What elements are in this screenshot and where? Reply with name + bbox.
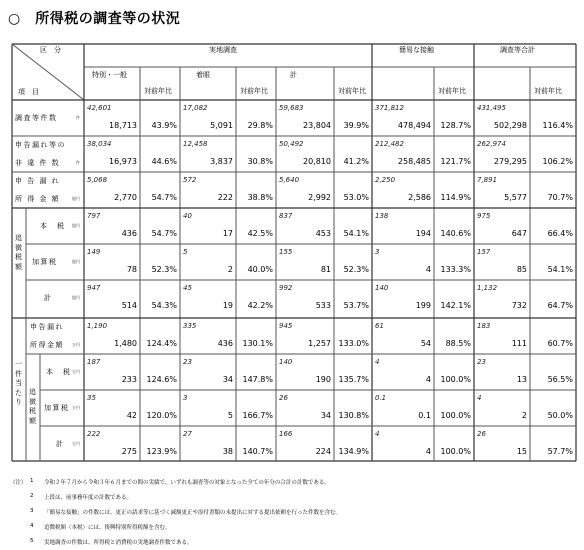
header-taizen: 対前年比 bbox=[534, 87, 562, 95]
cell-yoy-ratio: 142.1% bbox=[440, 301, 471, 310]
cell-prev-year: 572 bbox=[183, 176, 197, 184]
cell-current-value: 2 bbox=[227, 265, 233, 274]
cell-current-value: 533 bbox=[315, 301, 331, 310]
side-label-ikken: 一件当たり bbox=[15, 360, 22, 406]
cell-prev-year: 7,891 bbox=[477, 176, 498, 184]
row-label: 計 bbox=[56, 440, 65, 448]
cell-prev-year: 3 bbox=[375, 248, 380, 256]
header-taizen: 対前年比 bbox=[240, 87, 268, 95]
cell-prev-year: 947 bbox=[87, 284, 101, 292]
cell-yoy-ratio: 40.0% bbox=[247, 265, 273, 274]
cell-prev-year: 4 bbox=[477, 394, 482, 402]
header-koumoku: 項 目 bbox=[18, 88, 39, 96]
cell-current-value: 38 bbox=[222, 447, 233, 456]
cell-prev-year: 42,601 bbox=[87, 104, 112, 112]
cell-yoy-ratio: 100.0% bbox=[440, 447, 471, 456]
cell-prev-year: 183 bbox=[477, 322, 491, 330]
row-unit: 億円 bbox=[72, 295, 80, 300]
cell-prev-year: 431,495 bbox=[477, 104, 506, 112]
row-unit: 万円 bbox=[72, 405, 80, 410]
cell-current-value: 5,091 bbox=[210, 121, 233, 130]
cell-yoy-ratio: 54.7% bbox=[151, 229, 177, 238]
header-kan-i: 簡易な接触 bbox=[399, 46, 434, 54]
cell-current-value: 111 bbox=[511, 339, 527, 348]
cell-current-value: 2,586 bbox=[408, 193, 431, 202]
row-unit: 億円 bbox=[72, 259, 80, 264]
note-text: 令和２年７月から令和３年６月までの間の実績で、いずれも調査等の対象となった全ての年分の合計の計数である。 bbox=[44, 480, 330, 486]
row-label: 本 税 bbox=[40, 222, 66, 230]
cell-current-value: 20,810 bbox=[303, 157, 331, 166]
cell-yoy-ratio: 41.2% bbox=[343, 157, 369, 166]
cell-prev-year: 0.1 bbox=[375, 394, 387, 402]
note-text: 実地調査の件数は、所得税と消費税の実地調査件数である。 bbox=[44, 540, 193, 546]
cell-prev-year: 59,683 bbox=[279, 104, 304, 112]
cell-yoy-ratio: 130.1% bbox=[242, 339, 273, 348]
cell-current-value: 13 bbox=[516, 375, 527, 384]
cell-prev-year: 45 bbox=[183, 284, 192, 292]
cell-yoy-ratio: 42.2% bbox=[247, 301, 273, 310]
cell-prev-year: 61 bbox=[375, 322, 384, 330]
row-unit: 億円 bbox=[72, 196, 80, 201]
cell-current-value: 514 bbox=[121, 301, 137, 310]
cell-prev-year: 975 bbox=[477, 212, 491, 220]
cell-yoy-ratio: 29.8% bbox=[247, 121, 273, 130]
note-number: 1 bbox=[30, 478, 34, 484]
cell-yoy-ratio: 124.4% bbox=[146, 339, 177, 348]
header-jitchi: 実地調査 bbox=[209, 46, 237, 54]
note-number: 4 bbox=[30, 523, 34, 529]
cell-current-value: 3,837 bbox=[210, 157, 233, 166]
cell-current-value: 42 bbox=[126, 411, 137, 420]
cell-prev-year: 138 bbox=[375, 212, 389, 220]
cell-prev-year: 26 bbox=[279, 394, 288, 402]
cell-current-value: 647 bbox=[511, 229, 527, 238]
cell-yoy-ratio: 52.3% bbox=[343, 265, 369, 274]
row-unit: 件 bbox=[76, 160, 80, 165]
cell-yoy-ratio: 53.7% bbox=[343, 301, 369, 310]
cell-yoy-ratio: 56.5% bbox=[547, 375, 573, 384]
row-unit: 件 bbox=[76, 115, 80, 120]
cell-yoy-ratio: 54.3% bbox=[151, 301, 177, 310]
header-goukei: 調査等合計 bbox=[500, 46, 535, 54]
cell-current-value: 85 bbox=[516, 265, 527, 274]
cell-prev-year: 12,458 bbox=[183, 140, 208, 148]
row-label: 所得金額 bbox=[30, 341, 64, 349]
cell-current-value: 0.1 bbox=[418, 411, 431, 420]
cell-prev-year: 2,250 bbox=[375, 176, 396, 184]
cell-prev-year: 23 bbox=[183, 358, 192, 366]
row-label: 加算税 bbox=[44, 404, 70, 412]
row-label: 申 告 漏 れ bbox=[15, 177, 61, 185]
cell-current-value: 23,804 bbox=[303, 121, 331, 130]
cell-current-value: 222 bbox=[217, 193, 233, 202]
cell-current-value: 224 bbox=[315, 447, 331, 456]
cell-prev-year: 140 bbox=[375, 284, 389, 292]
cell-current-value: 4 bbox=[425, 447, 431, 456]
row-label: 申告漏れ bbox=[30, 323, 64, 331]
cell-prev-year: 212,482 bbox=[375, 140, 404, 148]
cell-current-value: 16,973 bbox=[109, 157, 137, 166]
header-tokubetsu: 特別・一般 bbox=[92, 71, 127, 79]
row-label: 本 税 bbox=[46, 368, 72, 376]
cell-prev-year: 26 bbox=[477, 430, 486, 438]
cell-current-value: 258,485 bbox=[397, 157, 431, 166]
cell-yoy-ratio: 121.7% bbox=[440, 157, 471, 166]
side-label-tsuichou: 追徴税額 bbox=[15, 234, 22, 271]
cell-yoy-ratio: 38.8% bbox=[247, 193, 273, 202]
cell-yoy-ratio: 54.7% bbox=[151, 193, 177, 202]
cell-prev-year: 27 bbox=[183, 430, 192, 438]
cell-yoy-ratio: 128.7% bbox=[440, 121, 471, 130]
row-unit: 億円 bbox=[72, 223, 80, 228]
cell-current-value: 34 bbox=[320, 411, 331, 420]
cell-yoy-ratio: 44.6% bbox=[151, 157, 177, 166]
cell-yoy-ratio: 57.7% bbox=[547, 447, 573, 456]
cell-prev-year: 187 bbox=[87, 358, 101, 366]
cell-current-value: 34 bbox=[222, 375, 233, 384]
cell-yoy-ratio: 147.8% bbox=[242, 375, 273, 384]
cell-prev-year: 371,812 bbox=[375, 104, 404, 112]
cell-yoy-ratio: 100.0% bbox=[440, 411, 471, 420]
cell-current-value: 78 bbox=[126, 265, 137, 274]
header-kubun: 区 分 bbox=[40, 46, 61, 54]
note-text: 「簡易な接触」の件数には、更正の請求等に基づく減額更正や添付書類の未提出に対する提出依頼を行った件数を含む。 bbox=[44, 510, 342, 516]
cell-current-value: 478,494 bbox=[397, 121, 431, 130]
header-taizen: 対前年比 bbox=[438, 87, 466, 95]
cell-prev-year: 23 bbox=[477, 358, 486, 366]
cell-yoy-ratio: 60.7% bbox=[547, 339, 573, 348]
notes-prefix: （注） bbox=[10, 480, 27, 486]
cell-prev-year: 17,082 bbox=[183, 104, 208, 112]
cell-current-value: 190 bbox=[315, 375, 331, 384]
cell-current-value: 436 bbox=[217, 339, 233, 348]
cell-current-value: 4 bbox=[425, 375, 431, 384]
cell-prev-year: 38,034 bbox=[87, 140, 112, 148]
cell-yoy-ratio: 106.2% bbox=[542, 157, 573, 166]
note-text: 追徴税額（本税）には、復興特別所得税額を含む。 bbox=[44, 525, 171, 531]
cell-prev-year: 837 bbox=[279, 212, 293, 220]
cell-current-value: 2,992 bbox=[308, 193, 331, 202]
cell-current-value: 15 bbox=[516, 447, 527, 456]
cell-current-value: 233 bbox=[121, 375, 137, 384]
note-number: 5 bbox=[30, 538, 34, 544]
cell-current-value: 732 bbox=[511, 301, 527, 310]
header-taizen: 対前年比 bbox=[144, 87, 172, 95]
cell-yoy-ratio: 50.0% bbox=[547, 411, 573, 420]
cell-yoy-ratio: 54.1% bbox=[343, 229, 369, 238]
page-title: ○ 所得税の調査等の状況 bbox=[8, 11, 181, 27]
row-label: 非 違 件 数 bbox=[15, 159, 61, 167]
cell-yoy-ratio: 30.8% bbox=[247, 157, 273, 166]
cell-prev-year: 50,492 bbox=[279, 140, 304, 148]
cell-prev-year: 40 bbox=[183, 212, 192, 220]
side-label-tsuichou2: 追徴税額 bbox=[29, 388, 36, 425]
cell-yoy-ratio: 140.6% bbox=[440, 229, 471, 238]
cell-yoy-ratio: 130.8% bbox=[338, 411, 369, 420]
note-number: 3 bbox=[30, 508, 34, 514]
cell-prev-year: 35 bbox=[87, 394, 96, 402]
cell-prev-year: 1,190 bbox=[87, 322, 108, 330]
row-unit: 万円 bbox=[72, 342, 80, 347]
cell-yoy-ratio: 64.7% bbox=[547, 301, 573, 310]
cell-prev-year: 155 bbox=[279, 248, 293, 256]
cell-current-value: 1,257 bbox=[308, 339, 331, 348]
note-number: 2 bbox=[30, 493, 34, 499]
cell-yoy-ratio: 133.0% bbox=[338, 339, 369, 348]
cell-prev-year: 5 bbox=[183, 248, 188, 256]
cell-current-value: 502,298 bbox=[493, 121, 527, 130]
row-unit: 万円 bbox=[72, 369, 80, 374]
cell-yoy-ratio: 133.3% bbox=[440, 265, 471, 274]
cell-prev-year: 3 bbox=[183, 394, 188, 402]
row-label: 申告漏れ等の bbox=[15, 141, 66, 149]
row-label: 調査等件数 bbox=[15, 114, 58, 122]
cell-prev-year: 945 bbox=[279, 322, 293, 330]
cell-current-value: 2 bbox=[521, 411, 527, 420]
cell-current-value: 275 bbox=[121, 447, 137, 456]
cell-prev-year: 149 bbox=[87, 248, 101, 256]
cell-yoy-ratio: 39.9% bbox=[343, 121, 369, 130]
cell-current-value: 4 bbox=[425, 265, 431, 274]
cell-yoy-ratio: 166.7% bbox=[242, 411, 273, 420]
cell-current-value: 17 bbox=[222, 229, 233, 238]
cell-yoy-ratio: 140.7% bbox=[242, 447, 273, 456]
cell-yoy-ratio: 66.4% bbox=[547, 229, 573, 238]
row-unit: 万円 bbox=[72, 441, 80, 446]
cell-current-value: 194 bbox=[415, 229, 431, 238]
row-label: 加算税 bbox=[32, 258, 58, 266]
cell-current-value: 54 bbox=[420, 339, 431, 348]
cell-prev-year: 157 bbox=[477, 248, 491, 256]
row-label: 計 bbox=[44, 294, 53, 302]
cell-current-value: 18,713 bbox=[109, 121, 137, 130]
cell-current-value: 199 bbox=[415, 301, 431, 310]
cell-yoy-ratio: 114.9% bbox=[440, 193, 471, 202]
cell-yoy-ratio: 88.5% bbox=[445, 339, 471, 348]
header-taizen: 対前年比 bbox=[338, 87, 366, 95]
cell-prev-year: 166 bbox=[279, 430, 293, 438]
cell-prev-year: 992 bbox=[279, 284, 293, 292]
header-chakugan: 着眼 bbox=[196, 71, 210, 79]
cell-yoy-ratio: 70.7% bbox=[547, 193, 573, 202]
note-text: 上段は、前事務年度の計数である。 bbox=[44, 495, 133, 501]
cell-yoy-ratio: 52.3% bbox=[151, 265, 177, 274]
row-label: 所 得 金 額 bbox=[15, 195, 61, 203]
cell-yoy-ratio: 135.7% bbox=[338, 375, 369, 384]
cell-current-value: 2,770 bbox=[114, 193, 137, 202]
cell-current-value: 81 bbox=[320, 265, 331, 274]
cell-yoy-ratio: 54.1% bbox=[547, 265, 573, 274]
cell-yoy-ratio: 124.6% bbox=[146, 375, 177, 384]
cell-current-value: 453 bbox=[315, 229, 331, 238]
cell-current-value: 436 bbox=[121, 229, 137, 238]
header-kei: 計 bbox=[290, 71, 297, 79]
cell-yoy-ratio: 42.5% bbox=[247, 229, 273, 238]
cell-current-value: 279,295 bbox=[493, 157, 527, 166]
cell-prev-year: 222 bbox=[87, 430, 101, 438]
cell-prev-year: 140 bbox=[279, 358, 293, 366]
cell-yoy-ratio: 53.0% bbox=[343, 193, 369, 202]
cell-yoy-ratio: 120.0% bbox=[146, 411, 177, 420]
cell-current-value: 1,480 bbox=[114, 339, 137, 348]
cell-prev-year: 5,068 bbox=[87, 176, 108, 184]
cell-prev-year: 797 bbox=[87, 212, 101, 220]
cell-yoy-ratio: 100.0% bbox=[440, 375, 471, 384]
cell-yoy-ratio: 43.9% bbox=[151, 121, 177, 130]
cell-prev-year: 262,974 bbox=[477, 140, 506, 148]
cell-yoy-ratio: 116.4% bbox=[542, 121, 573, 130]
cell-prev-year: 335 bbox=[183, 322, 197, 330]
cell-prev-year: 4 bbox=[375, 358, 380, 366]
cell-yoy-ratio: 123.9% bbox=[146, 447, 177, 456]
cell-current-value: 19 bbox=[222, 301, 233, 310]
cell-current-value: 5,577 bbox=[504, 193, 527, 202]
cell-prev-year: 5,640 bbox=[279, 176, 300, 184]
cell-yoy-ratio: 134.9% bbox=[338, 447, 369, 456]
cell-prev-year: 4 bbox=[375, 430, 380, 438]
cell-prev-year: 1,132 bbox=[477, 284, 498, 292]
cell-current-value: 5 bbox=[227, 411, 233, 420]
